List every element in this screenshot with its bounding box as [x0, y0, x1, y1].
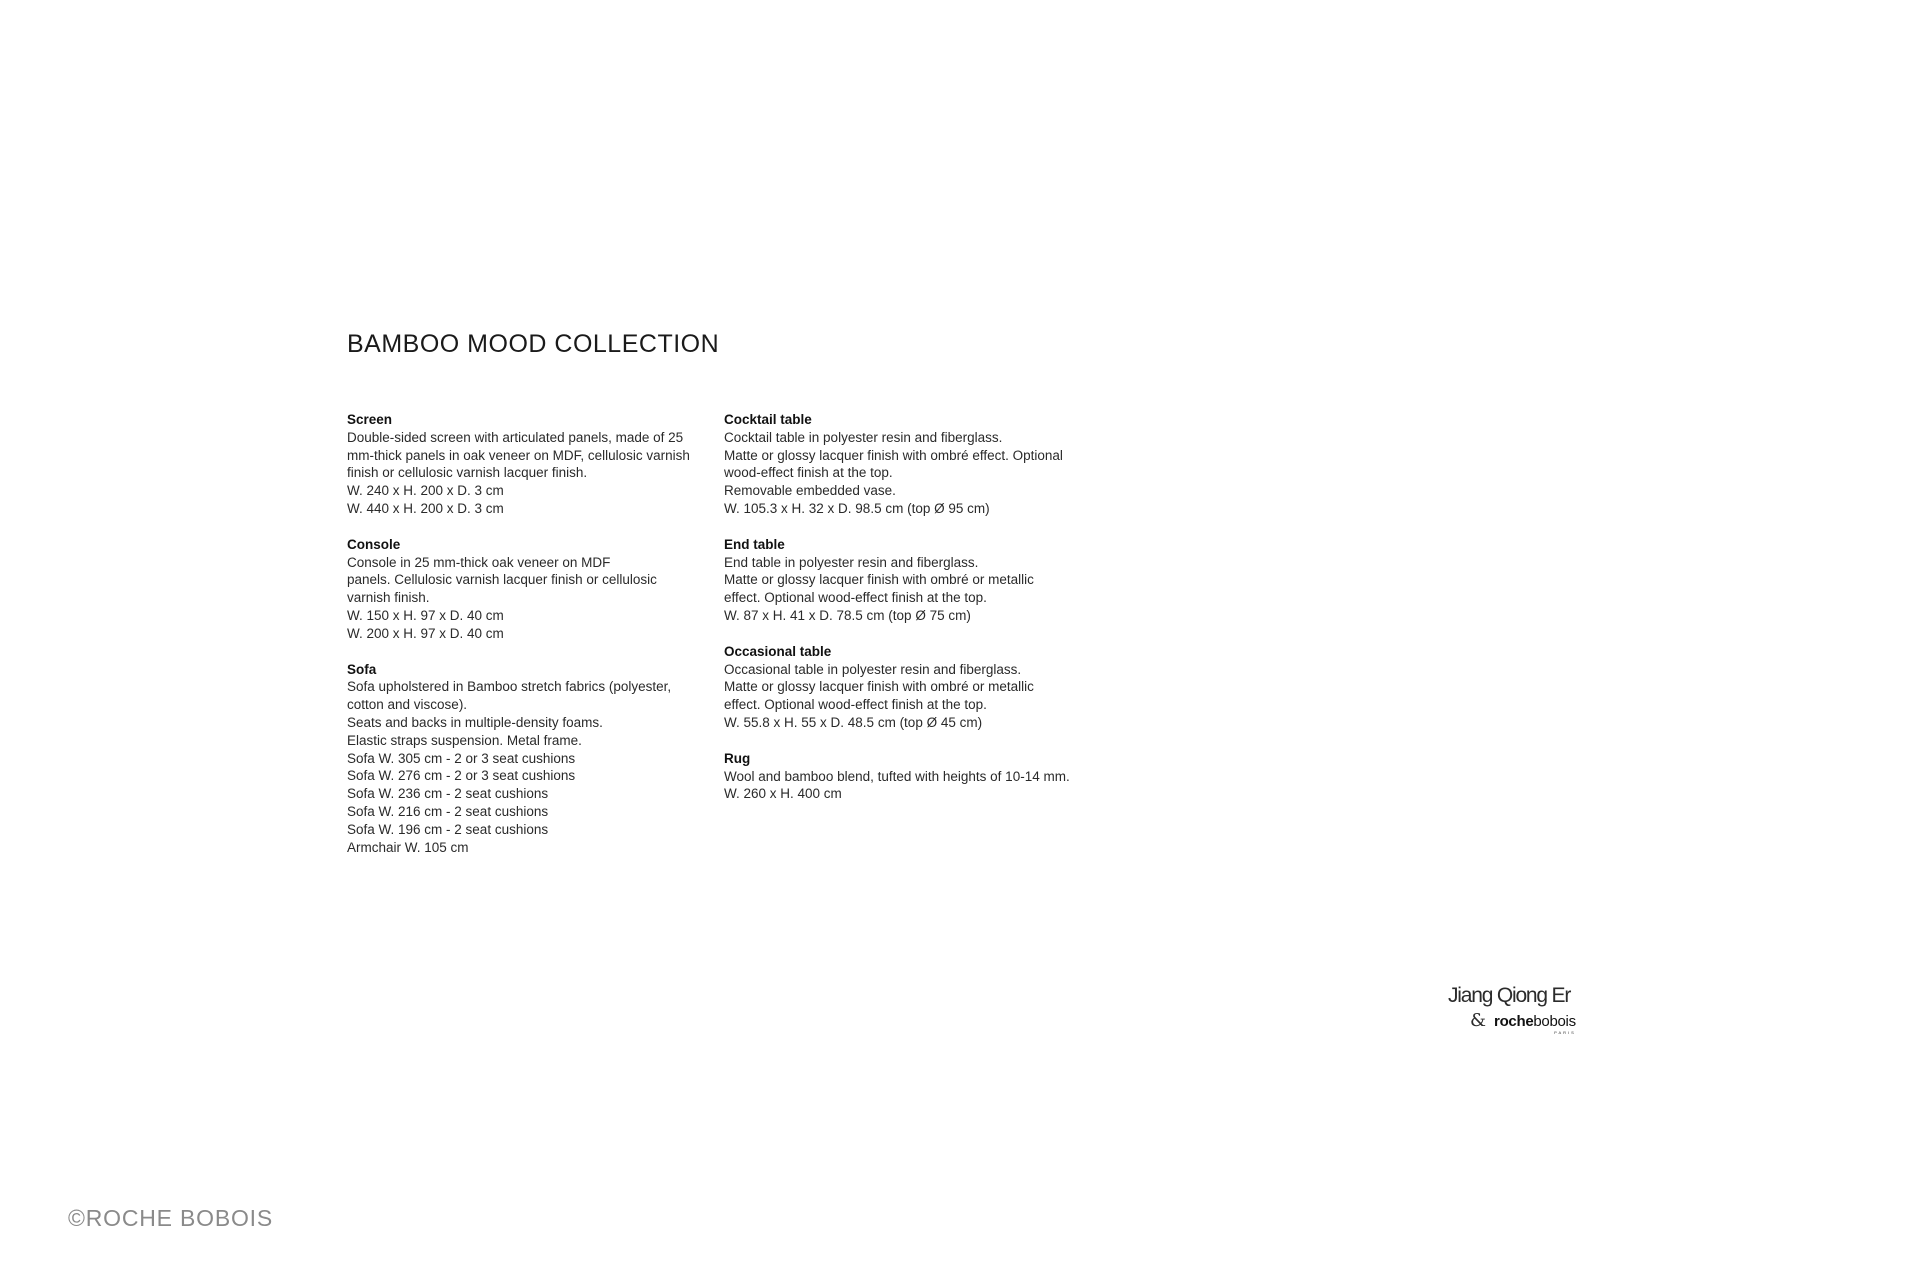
product-description-line: W. 105.3 x H. 32 x D. 98.5 cm (top Ø 95 cm): [724, 500, 990, 516]
product-description-line: End table in polyester resin and fiberglass.: [724, 554, 979, 570]
product-description-line: effect. Optional wood-effect finish at the top.: [724, 590, 987, 606]
product-description-line: Sofa W. 236 cm - 2 seat cushions: [347, 786, 549, 802]
product-description-line: Wool and bamboo blend, tufted with heights of 10-14 mm.: [724, 768, 1070, 784]
product-description-line: Cocktail table in polyester resin and fiberglass.: [724, 429, 1003, 445]
designer-brand: [1470, 1010, 1598, 1035]
product-description-line: W. 260 x H. 400 cm: [724, 786, 842, 802]
product-description-line: W. 55.8 x H. 55 x D. 48.5 cm (top Ø 45 cm): [724, 714, 983, 730]
designer-signature: [1448, 984, 1598, 1035]
brand-bold: roche: [1494, 1013, 1534, 1030]
product-description-line: Matte or glossy lacquer finish with ombré effect. Optional: [724, 447, 1063, 463]
product-description-line: Seats and backs in multiple-density foams.: [347, 714, 603, 730]
designer-name: Jiang Qiong Er: [1448, 984, 1571, 1007]
product-description-line: finish or cellulosic varnish lacquer finish.: [347, 465, 588, 481]
product-description-line: wood-effect finish at the top.: [724, 465, 893, 481]
ampersand: &: [1470, 1010, 1487, 1031]
product-description-line: varnish finish.: [347, 590, 430, 606]
product-description-line: Console in 25 mm-thick oak veneer on MDF: [347, 554, 611, 570]
product-title: Rug: [724, 750, 751, 766]
right-column: [724, 411, 1104, 821]
product-section: [724, 536, 1104, 625]
product-description-line: Sofa W. 196 cm - 2 seat cushions: [347, 821, 549, 837]
product-description-line: W. 150 x H. 97 x D. 40 cm: [347, 607, 504, 623]
product-title: Console: [347, 536, 401, 552]
product-description-line: mm-thick panels in oak veneer on MDF, cellulosic varnish: [347, 447, 690, 463]
product-description-line: Sofa upholstered in Bamboo stretch fabrics (polyester,: [347, 679, 672, 695]
product-description-line: Sofa W. 305 cm - 2 or 3 seat cushions: [347, 750, 576, 766]
product-description-line: W. 200 x H. 97 x D. 40 cm: [347, 625, 504, 641]
product-description-line: Armchair W. 105 cm: [347, 839, 469, 855]
product-description-line: Removable embedded vase.: [724, 483, 896, 499]
product-description-line: Occasional table in polyester resin and fiberglass.: [724, 661, 1022, 677]
product-description-line: W. 440 x H. 200 x D. 3 cm: [347, 500, 504, 516]
product-section: [724, 643, 1104, 732]
product-description-line: Sofa W. 276 cm - 2 or 3 seat cushions: [347, 768, 576, 784]
brand-tag: PARIS: [1554, 1030, 1576, 1035]
collection-title: BAMBOO MOOD COLLECTION: [347, 330, 720, 358]
product-description-line: Double-sided screen with articulated panels, made of 25: [347, 429, 684, 445]
product-section: [347, 411, 707, 518]
product-description-line: W. 87 x H. 41 x D. 78.5 cm (top Ø 75 cm): [724, 607, 971, 623]
product-title: End table: [724, 536, 785, 552]
left-column: [347, 411, 707, 874]
product-section: [347, 536, 707, 643]
product-description-line: Matte or glossy lacquer finish with ombré or metallic: [724, 572, 1034, 588]
product-description-line: cotton and viscose).: [347, 697, 468, 713]
product-description-line: panels. Cellulosic varnish lacquer finish or cellulosic: [347, 572, 657, 588]
product-title: Screen: [347, 412, 393, 427]
product-title: Occasional table: [724, 643, 832, 659]
brand-regular: bobois: [1533, 1013, 1576, 1030]
product-section: [347, 661, 707, 857]
product-description-line: Elastic straps suspension. Metal frame.: [347, 732, 582, 748]
copyright-notice: ©ROCHE BOBOIS: [68, 1205, 273, 1231]
product-section: [724, 411, 1104, 518]
roche-bobois-logo: [1494, 1013, 1576, 1035]
product-description-line: effect. Optional wood-effect finish at the top.: [724, 697, 987, 713]
product-section: [724, 750, 1104, 803]
product-description-line: Sofa W. 216 cm - 2 seat cushions: [347, 803, 549, 819]
product-title: Sofa: [347, 661, 377, 677]
product-description-line: Matte or glossy lacquer finish with ombré or metallic: [724, 679, 1034, 695]
product-title: Cocktail table: [724, 412, 812, 427]
product-description-line: W. 240 x H. 200 x D. 3 cm: [347, 483, 504, 499]
